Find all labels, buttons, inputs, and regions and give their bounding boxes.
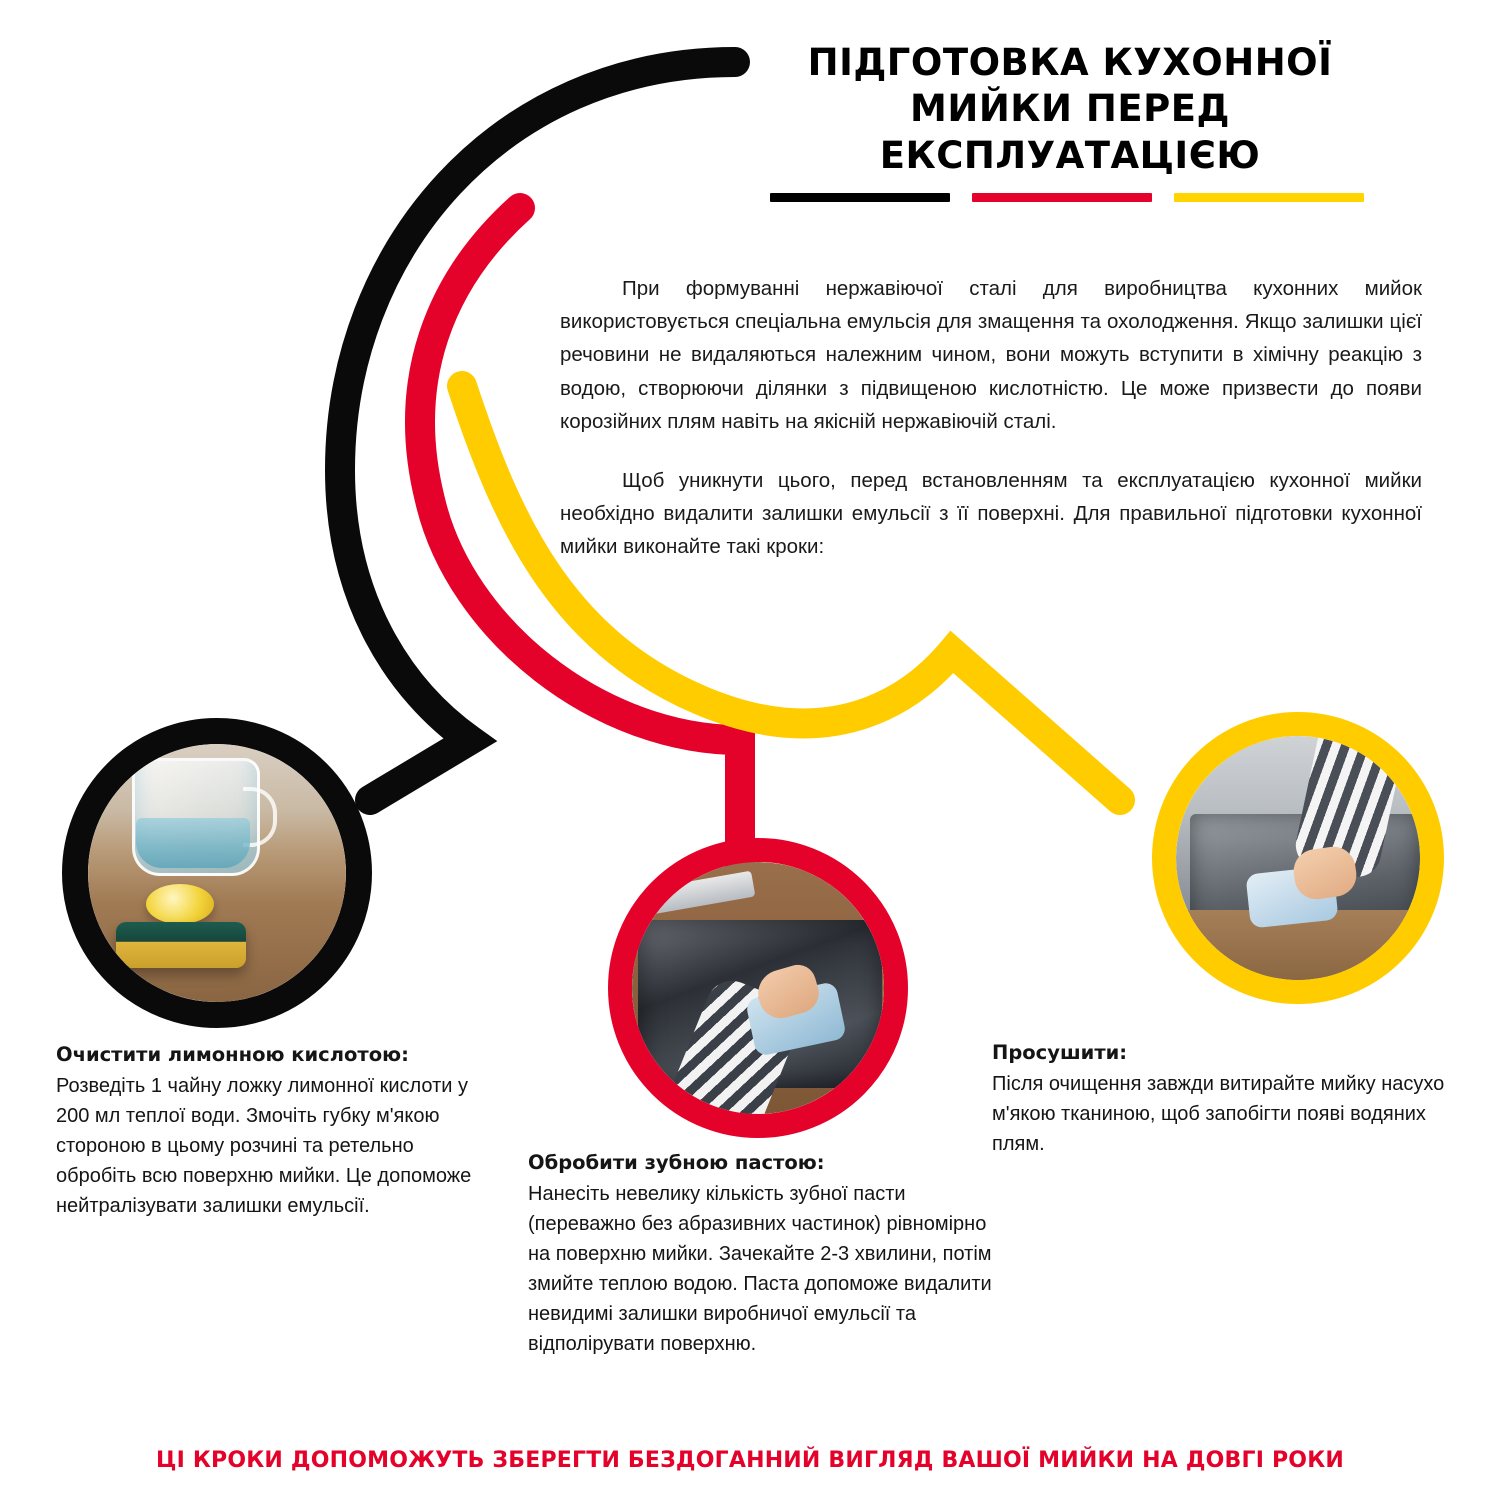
step-title: Обробити зубною пастою: bbox=[528, 1151, 825, 1174]
photo-hand-drying-sink bbox=[1176, 736, 1420, 980]
step-description: Розведіть 1 чайну ложку лимонної кислоти у 200 мл теплої води. Змочіть губку м'якою стороною в цьому розчині та ретельно обробіть всю поверхню мийки. Це допоможе нейтралізувати залишки емульсії. bbox=[56, 1075, 472, 1218]
intro-paragraph-1: При формуванні нержавіючої сталі для виробництва кухонних мийок використовується спеціальна емульсія для змащення та охолодження. Якщо залишки цієї речовини не видаляються належним чином, вони можуть вступити в хімічну реакцію з водою, створюючи ділянки з підвищеною кислотністю. Це може призвести до появи корозійних плям навіть на якісній нержавіючій сталі. bbox=[560, 277, 1422, 433]
intro-paragraph-2: Щоб уникнути цього, перед встановленням та експлуатацією кухонної мийки необхідно видалити залишки емульсії з її поверхні. Для правильної підготовки кухонної мийки виконайте такі кроки: bbox=[560, 469, 1422, 559]
photo-jug-lemon-sponge bbox=[88, 744, 346, 1002]
step-text-lemon-acid bbox=[56, 1040, 486, 1221]
step-photo-toothpaste bbox=[608, 838, 908, 1138]
accent-rule-black bbox=[770, 193, 950, 202]
footer-banner: ЦІ КРОКИ ДОПОМОЖУТЬ ЗБЕРЕГТИ БЕЗДОГАННИЙ ВИГЛЯД ВАШОЇ МИЙКИ НА ДОВГІ РОКИ bbox=[155, 1448, 1344, 1473]
step-description: Нанесіть невелику кількість зубної пасти (переважно без абразивних частинок) рівномірно на поверхню мийки. Зачекайте 2-3 хвилини, потім змийте теплою водою. Паста допоможе видалити невидимі залишки виробничої емульсії та відполірувати поверхню. bbox=[528, 1183, 992, 1356]
step-title: Очистити лимонною кислотою: bbox=[56, 1043, 409, 1066]
step-description: Після очищення завжди витирайте мийку насухо м'якою тканиною, щоб запобігти появі водяних плям. bbox=[992, 1073, 1445, 1156]
step-text-dry bbox=[992, 1038, 1462, 1159]
step-photo-lemon-acid bbox=[62, 718, 372, 1028]
accent-rule-red bbox=[972, 193, 1152, 202]
accent-rule-yellow bbox=[1174, 193, 1364, 202]
step-title: Просушити: bbox=[992, 1041, 1128, 1064]
page-title: ПІДГОТОВКА КУХОННОЇ МИЙКИ ПЕРЕД ЕКСПЛУАТАЦІЄЮ bbox=[807, 41, 1333, 177]
step-text-toothpaste bbox=[528, 1148, 998, 1359]
accent-rules bbox=[760, 193, 1380, 202]
photo-hand-wiping-sink bbox=[632, 862, 884, 1114]
step-photo-dry bbox=[1152, 712, 1444, 1004]
intro-copy bbox=[560, 272, 1422, 564]
header bbox=[760, 40, 1380, 202]
